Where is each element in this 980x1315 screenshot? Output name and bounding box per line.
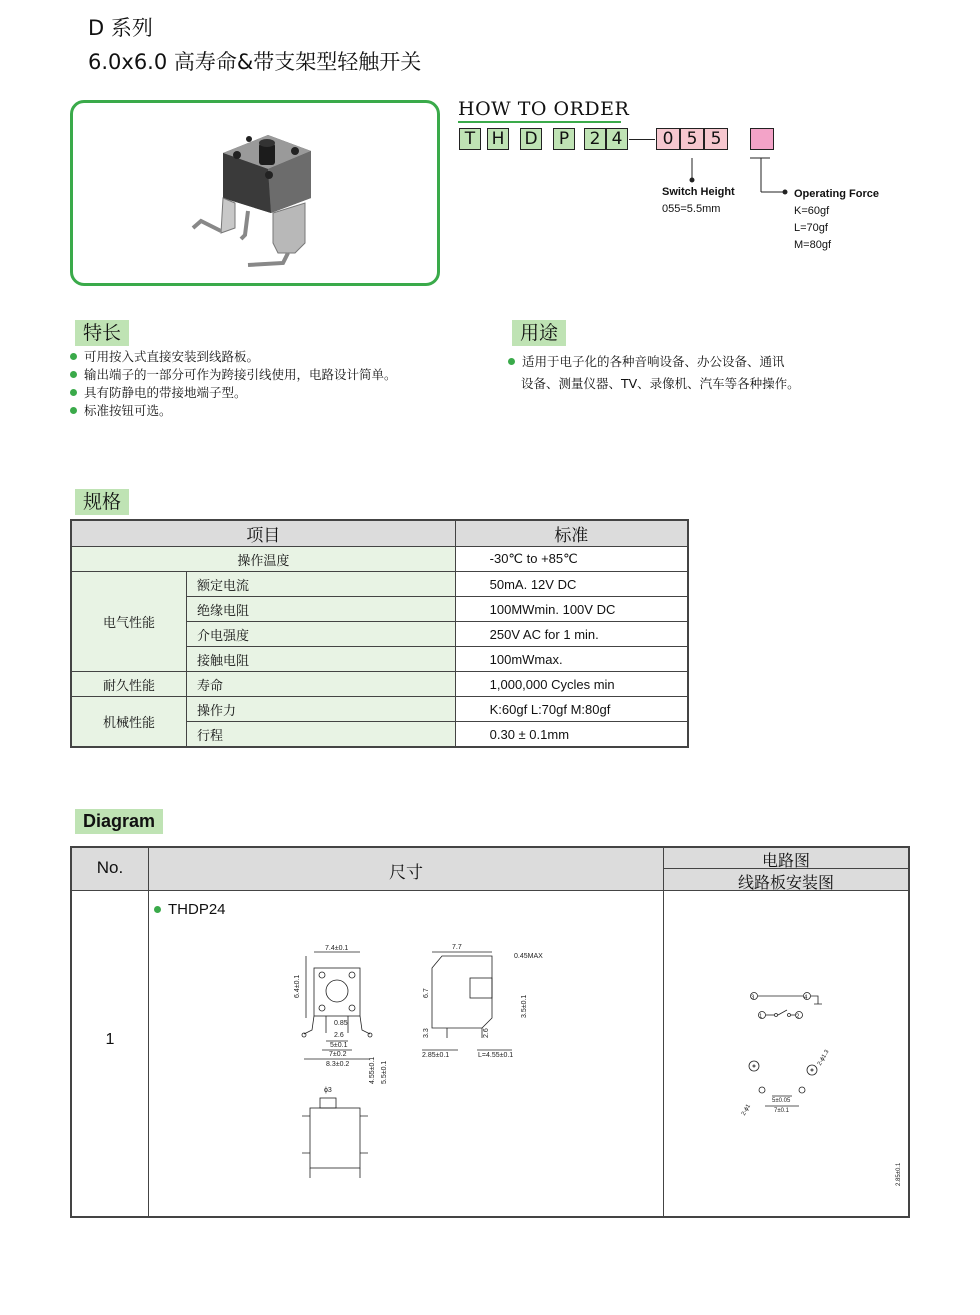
height-code-2: 5 xyxy=(680,128,704,150)
front-view xyxy=(294,945,372,1068)
order-code-1: T xyxy=(459,128,481,150)
pitch-label: 5±0.05 xyxy=(772,1098,791,1104)
switch-height-value: 055=5.5mm xyxy=(662,203,721,215)
order-code-4: P xyxy=(553,128,575,150)
bottom-view xyxy=(302,1057,388,1178)
bullet-icon xyxy=(70,371,77,378)
table-row: 操作温度 -30℃ to +85℃ xyxy=(71,547,688,572)
diagram-table xyxy=(70,846,910,1218)
bullet-icon xyxy=(70,389,77,396)
feature-item: 具有防静电的带接地端子型。 xyxy=(70,384,397,402)
order-code-6: 4 xyxy=(606,128,628,150)
feature-item: 标准按钮可选。 xyxy=(70,402,397,420)
col-circuit: 电路图 xyxy=(761,851,810,870)
dim-label: 0.85 xyxy=(334,1020,348,1027)
force-value-l: L=70gf xyxy=(794,222,828,234)
order-code-5: 2 xyxy=(584,128,606,150)
dim-label: 3.3 xyxy=(423,1028,430,1038)
bullet-icon xyxy=(508,358,515,365)
col-dimensions: 尺寸 xyxy=(389,863,423,883)
uses-line-2: 设备、测量仪器、TV、录像机、汽车等各种操作。 xyxy=(521,376,800,391)
force-value-m: M=80gf xyxy=(794,239,831,251)
pin-label: 3 xyxy=(751,995,755,1001)
dim-label: 5.5±0.1 xyxy=(381,1060,388,1084)
side-view xyxy=(422,944,543,1059)
spec-table xyxy=(70,519,689,748)
table-row: 电气性能 额定电流 50mA. 12V DC xyxy=(71,572,688,597)
bullet-icon xyxy=(70,353,77,360)
product-subtitle: 6.0x6.0 高寿命&带支架型轻触开关 xyxy=(88,50,422,74)
tact-switch-image xyxy=(73,103,437,283)
order-code-3: D xyxy=(520,128,542,150)
pitch-label: 2.85±0.1 xyxy=(896,1162,902,1186)
dim-label: ϕ3 xyxy=(324,1087,332,1094)
dim-label: 2.85±0.1 xyxy=(422,1052,450,1059)
row-number: 1 xyxy=(105,1031,115,1048)
height-code-1: 0 xyxy=(656,128,680,150)
product-photo-frame xyxy=(70,100,440,286)
divider xyxy=(663,848,664,1216)
height-code-3: 5 xyxy=(704,128,728,150)
dim-label: 7.4±0.1 xyxy=(325,945,349,952)
force-code-box xyxy=(750,128,774,150)
pin-label: 1 xyxy=(759,1014,763,1020)
bullet-icon xyxy=(70,407,77,414)
order-code-2: H xyxy=(487,128,509,150)
uses-heading: 用途 xyxy=(512,320,566,346)
model-label: THDP24 xyxy=(154,901,226,918)
series-title: D 系列 xyxy=(88,16,153,40)
dim-label: 7.7 xyxy=(452,944,462,951)
order-connector xyxy=(629,139,655,140)
feature-item: 可用按入式直接安装到线路板。 xyxy=(70,348,397,366)
bullet-icon xyxy=(154,906,161,913)
table-row: 接触电阻 100mWmax. xyxy=(71,647,688,672)
switch-height-label: Switch Height xyxy=(662,186,735,198)
dim-label: 5±0.1 xyxy=(330,1042,348,1049)
pitch-label: 7±0.1 xyxy=(774,1108,789,1114)
dim-label: 8.3±0.2 xyxy=(326,1061,350,1068)
dim-label: 2.6 xyxy=(483,1028,490,1038)
feature-item: 输出端子的一部分可作为跨接引线使用，电路设计简单。 xyxy=(70,366,397,384)
how-to-order-title: HOW TO ORDER xyxy=(458,98,630,120)
spec-col-standard: 标准 xyxy=(455,520,688,547)
dim-label: 6.7 xyxy=(423,988,430,998)
diagram-heading: Diagram xyxy=(75,809,163,834)
col-pcb-layout: 线路板安装图 xyxy=(737,873,834,892)
hole-label: 2-ϕ1 xyxy=(740,1103,753,1117)
table-row: 行程 0.30 ± 0.1mm xyxy=(71,722,688,748)
uses-line-1: 适用于电子化的各种音响设备、办公设备、通讯 xyxy=(508,352,785,370)
features-heading: 特长 xyxy=(75,320,129,346)
dim-label: 0.45MAX xyxy=(514,953,543,960)
how-to-order-underline xyxy=(458,121,621,123)
dim-label: 6.4±0.1 xyxy=(294,974,301,998)
hole-label: 2-ϕ1.3 xyxy=(816,1049,831,1067)
divider xyxy=(148,848,149,1216)
table-row: 绝缘电阻 100MWmin. 100V DC xyxy=(71,597,688,622)
dim-label: 4.55±0.1 xyxy=(369,1056,376,1084)
pin-label: 2 xyxy=(796,1014,800,1020)
dim-label: 7±0.2 xyxy=(329,1051,347,1058)
dim-label: 2.6 xyxy=(334,1032,344,1039)
dim-label: L=4.55±0.1 xyxy=(478,1052,514,1059)
dimension-drawings xyxy=(282,938,582,1188)
operating-force-label: Operating Force xyxy=(794,188,879,200)
col-no: No. xyxy=(96,858,124,877)
pin-label: 4 xyxy=(804,995,808,1001)
features-list xyxy=(70,348,397,420)
spec-heading: 规格 xyxy=(75,489,129,515)
table-row: 耐久性能 寿命 1,000,000 Cycles min xyxy=(71,672,688,697)
circuit-diagram xyxy=(732,978,912,1186)
force-value-k: K=60gf xyxy=(794,205,830,217)
table-row: 介电强度 250V AC for 1 min. xyxy=(71,622,688,647)
spec-col-item: 项目 xyxy=(71,520,455,547)
table-row: 机械性能 操作力 K:60gf L:70gf M:80gf xyxy=(71,697,688,722)
dim-label: 3.5±0.1 xyxy=(521,994,528,1018)
